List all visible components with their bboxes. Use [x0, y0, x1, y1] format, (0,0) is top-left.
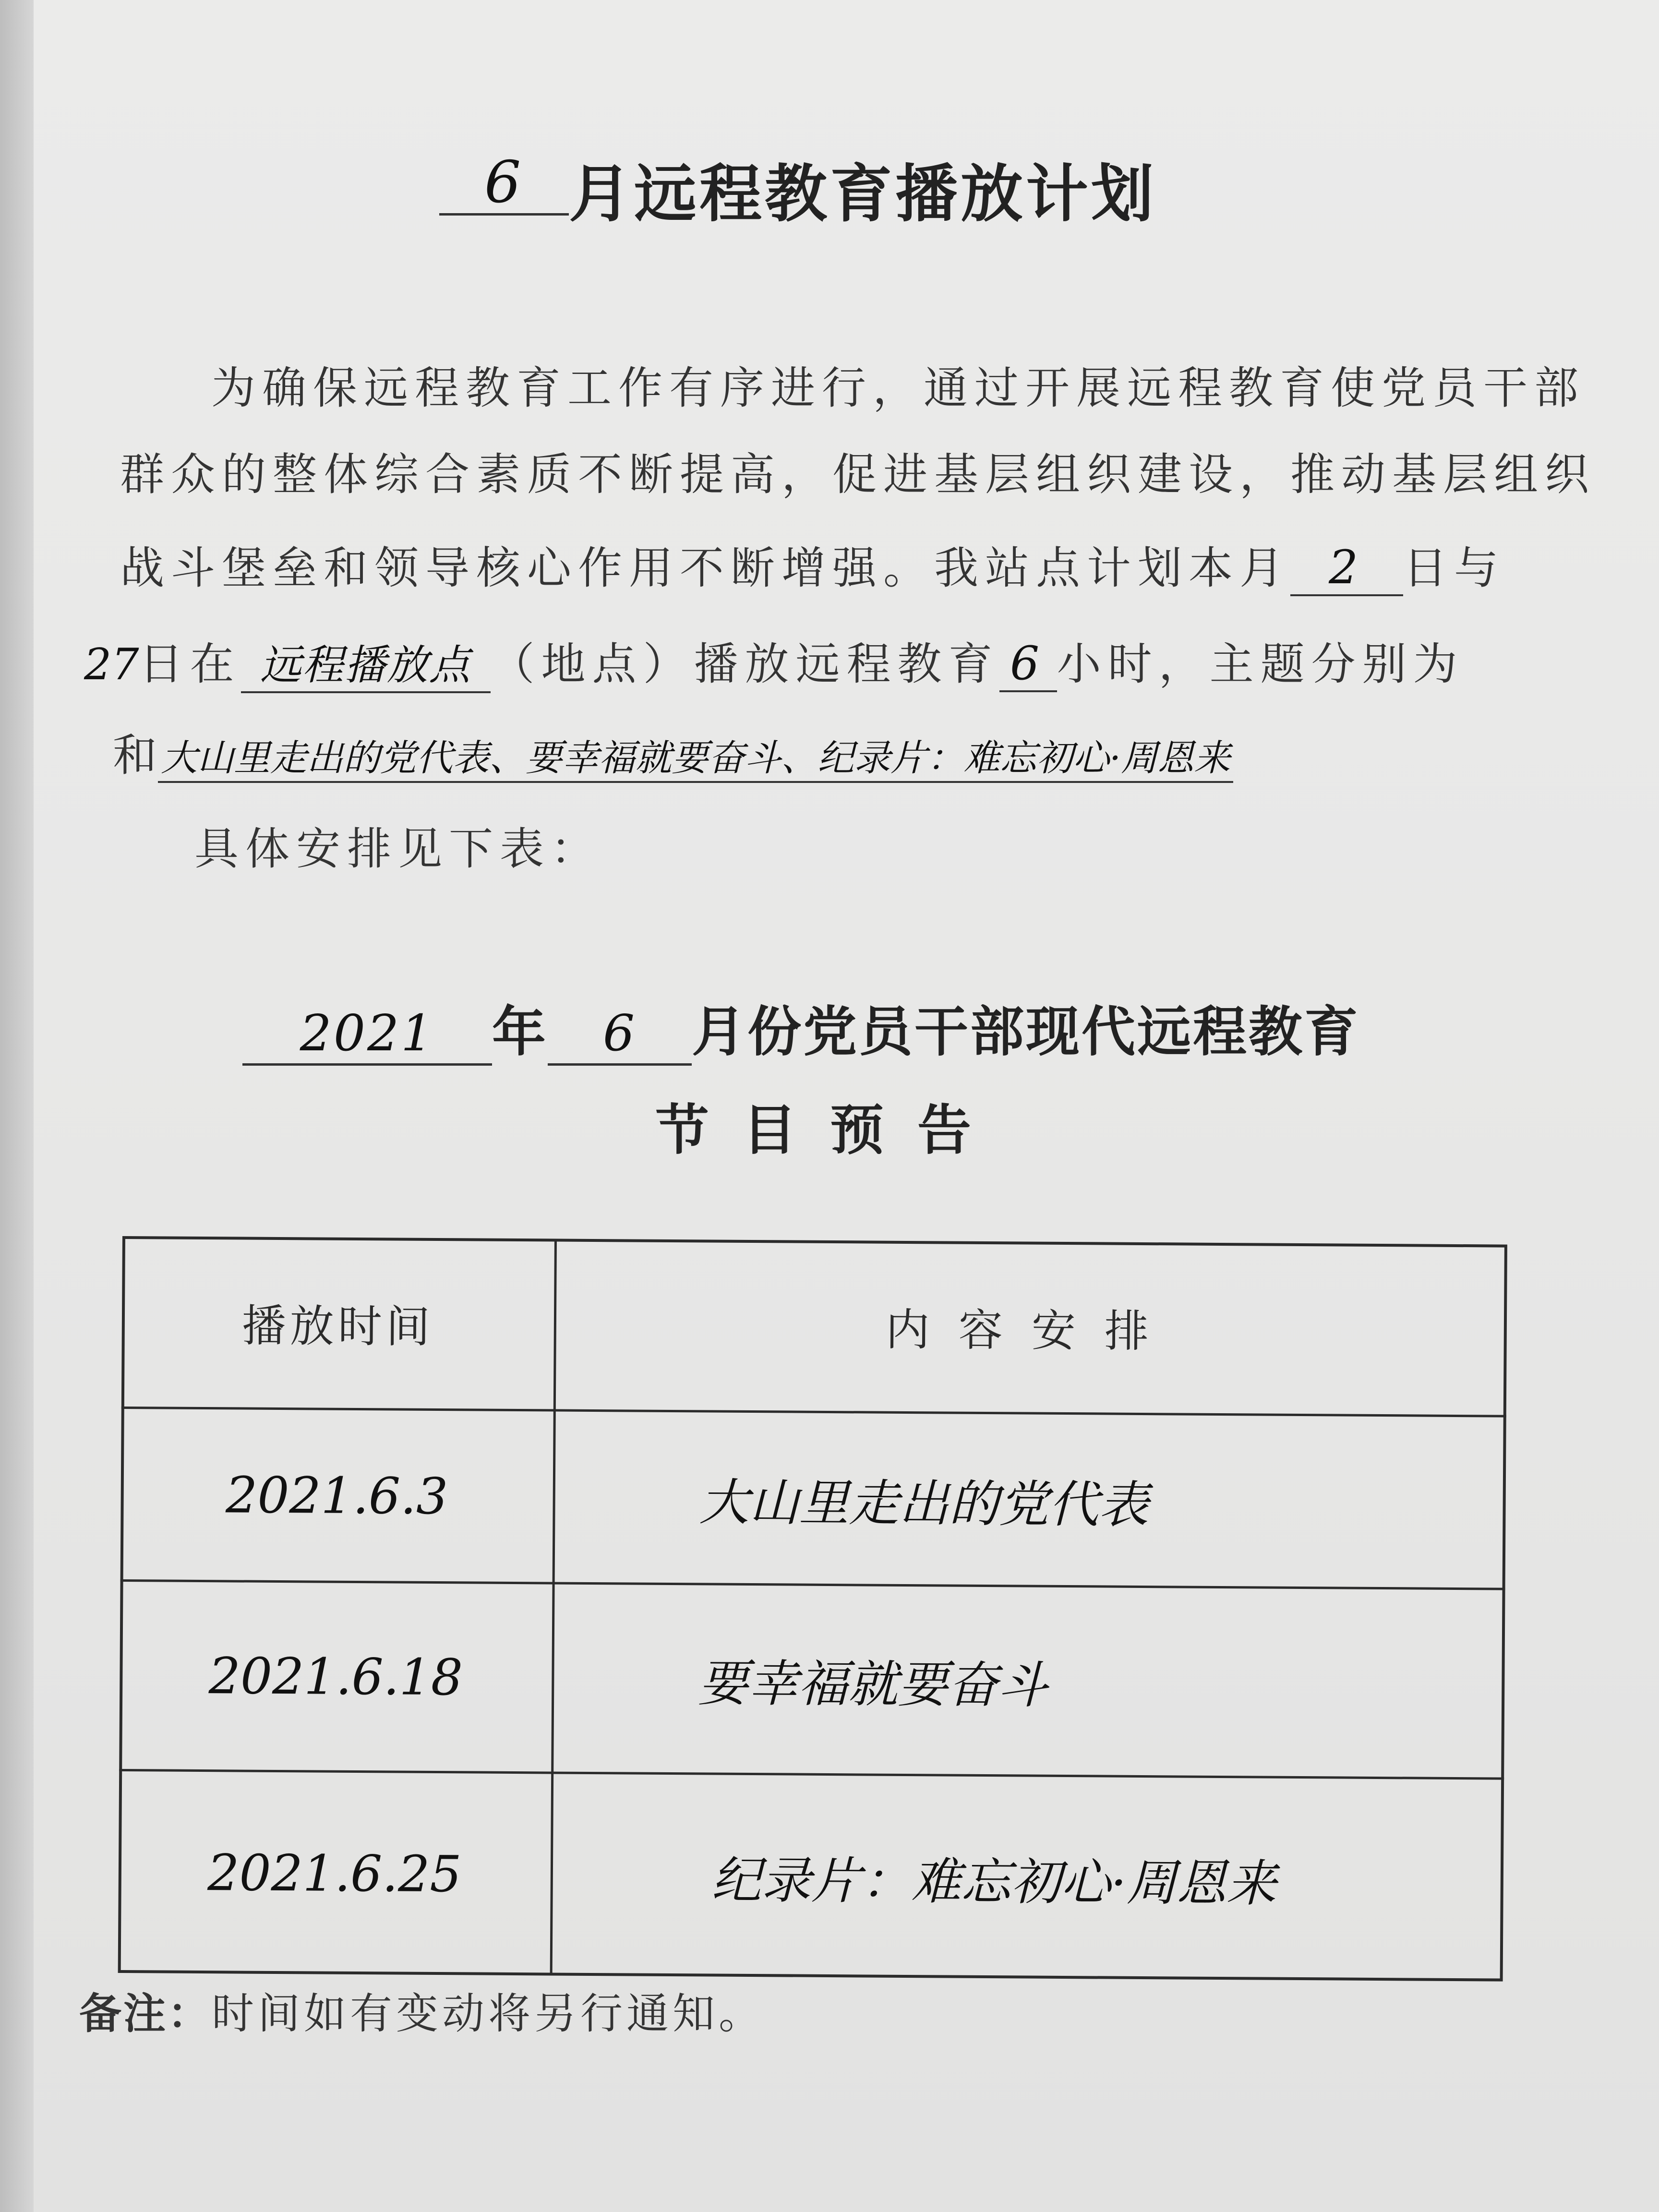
title-suffix: 月远程教育播放计划: [569, 157, 1157, 230]
place-blank: [241, 632, 491, 693]
topics-blank: [158, 729, 1233, 783]
para-line-3: [120, 533, 1505, 596]
para-line-4-text-b: （地点）播放远程教育: [490, 638, 999, 690]
year-label: 年: [492, 1001, 548, 1063]
day-value: 2: [1328, 541, 1365, 594]
para-line-4-text-c: 小时，主题分别为: [1057, 638, 1464, 690]
para-line-1: 为确保远程教育工作有序进行，通过开展远程教育使党员干部: [211, 362, 1586, 414]
title-month-blank: [439, 149, 569, 216]
para-line-4: [84, 629, 1464, 693]
schedule-subtitle-line-2: 节目预告: [655, 1099, 1005, 1162]
row-3-date: 2021.6.25: [207, 1843, 462, 1904]
para-line-3-text: 战斗堡垒和领导核心作用不断增强。我站点计划本月: [120, 542, 1291, 594]
row-2-date: 2021.6.18: [208, 1647, 463, 1707]
row-1-content: 大山里走出的党代表: [699, 1472, 1149, 1534]
page-edge: [0, 0, 34, 2212]
hours-blank: [999, 637, 1057, 692]
month-blank: [548, 1001, 692, 1066]
footnote: [79, 1980, 765, 2041]
para-line-2: 群众的整体综合素质不断提高，促进基层组织建设，推动基层组织: [120, 449, 1596, 500]
month-label: 月份党员干部现代远程教育: [692, 1001, 1360, 1063]
schedule-table: [118, 1236, 1507, 1982]
note-label: 备注：: [79, 1989, 212, 2038]
page-title: [439, 144, 1156, 234]
place-value: 远程播放点: [260, 641, 471, 689]
para-line-4-text-a: 日在: [139, 638, 241, 690]
header-time: 播放时间: [241, 1300, 434, 1353]
row-3-content: 纪录片：难忘初心·周恩来: [711, 1851, 1277, 1913]
schedule-subtitle: [242, 989, 1360, 1066]
para-line-3-end: 日与: [1403, 542, 1505, 594]
hours-value: 6: [1010, 637, 1046, 690]
row-2-content: 要幸福就要奋斗: [697, 1654, 1048, 1715]
title-month: 6: [484, 149, 524, 216]
note-text: 时间如有变动将另行通知。: [212, 1989, 765, 2038]
day-blank: [1290, 541, 1403, 596]
second-day-value: 27: [84, 639, 139, 690]
row-1-date: 2021.6.3: [225, 1465, 448, 1526]
para-line-6: 具体安排见下表：: [194, 823, 602, 875]
topics-value: 大山里走出的党代表、要幸福就要奋斗、纪录片：难忘初心·周恩来: [161, 736, 1231, 779]
month-value: 6: [602, 1004, 637, 1062]
header-content: 内容安排: [885, 1304, 1178, 1357]
para-line-5: [113, 720, 1233, 783]
year-blank: [242, 1001, 492, 1066]
para-line-5-text: 和: [113, 730, 158, 781]
year-value: 2021: [300, 1004, 435, 1062]
